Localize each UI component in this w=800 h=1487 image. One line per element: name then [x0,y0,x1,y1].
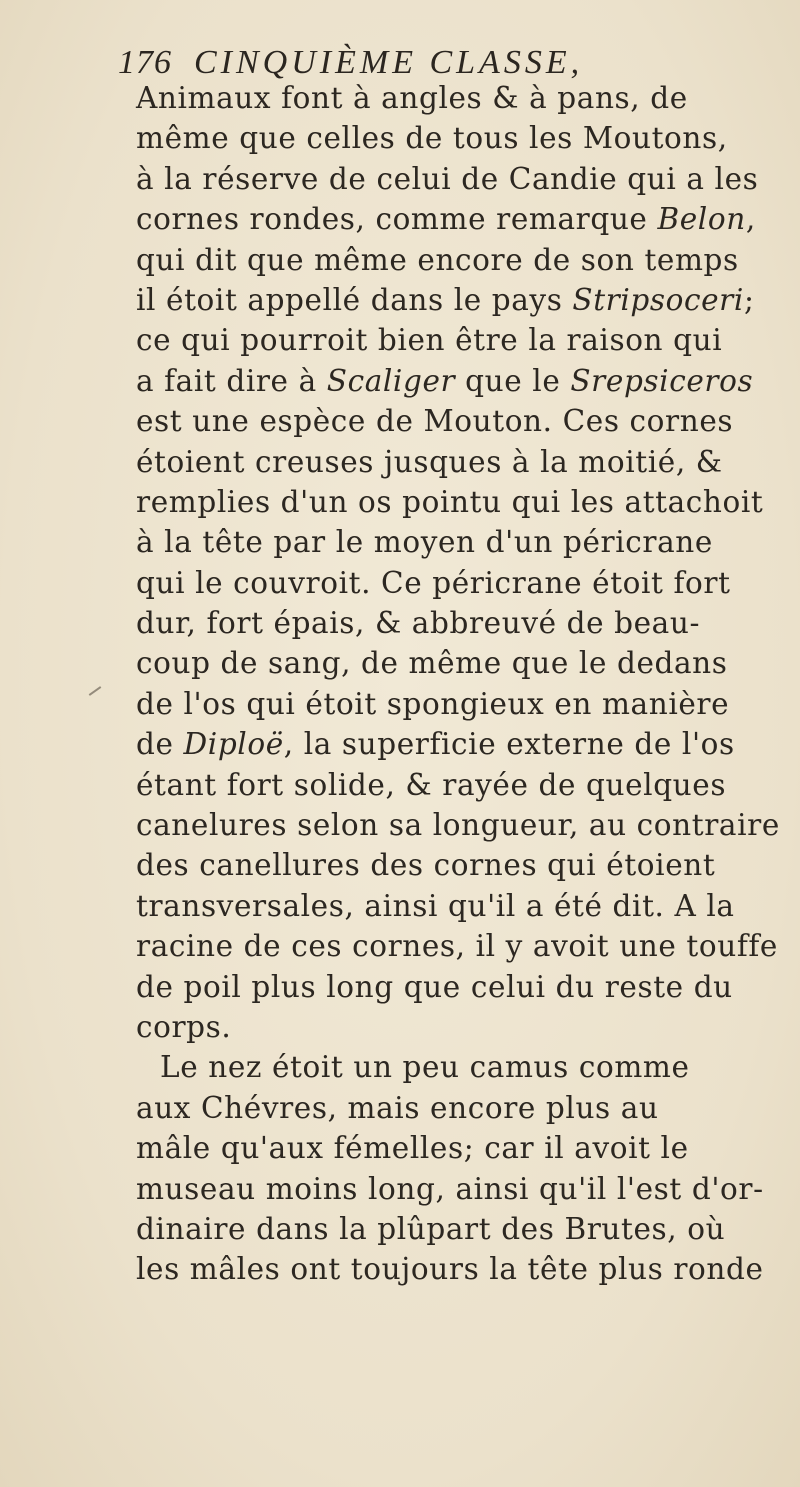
text-line: transversales, ainsi qu'il a été dit. A la [136,888,735,923]
text-line: ce qui pourroit bien être la raison qui [136,323,723,358]
text-span: , [745,202,756,237]
text-line [136,280,796,320]
text-line: mâle qu'aux fémelles; car il avoit le [136,1131,689,1166]
text-line [136,724,796,764]
text-line: aux Chévres, mais encore plus au [136,1090,659,1125]
italic-term-diploe: Diploë [183,727,284,762]
text-line [136,361,796,401]
text-line: racine de ces cornes, il y avoit une touffe [136,929,778,964]
text-line: même que celles de tous les Moutons, [136,121,728,156]
text-line: de l'os qui étoit spongieux en manière [136,686,730,721]
text-line: à la réserve de celui de Candie qui a les [136,161,759,196]
text-span: ; [743,282,755,317]
text-line: qui le couvroit. Ce péricrane étoit fort [136,565,731,600]
italic-term-stripsoceri: Stripsoceri [572,282,744,317]
text-line [136,199,796,239]
margin-pencil-mark [89,686,102,696]
text-line: dinaire dans la plûpart des Brutes, où [136,1211,726,1246]
page-number: 176 [118,44,172,81]
italic-name-scaliger: Scaliger [326,363,456,398]
text-line: à la tête par le moyen d'un péricrane [136,525,713,560]
italic-term-srepsiceros: Srepsiceros [570,363,754,398]
text-line: canelures selon sa longueur, au contraire [136,808,780,843]
running-title: CINQUIÈME CLASSE, [194,44,584,81]
text-line: est une espèce de Mouton. Ces cornes [136,404,734,439]
body-text [136,78,796,1290]
text-line: les mâles ont toujours la tête plus ronde [136,1252,764,1287]
text-line: dur, fort épais, & abbreuvé de beau- [136,606,701,641]
text-line: coup de sang, de même que le dedans [136,646,728,681]
paragraph-start-line: Le nez étoit un peu camus comme [160,1050,690,1085]
text-line: qui dit que même encore de son temps [136,242,739,277]
text-line: museau moins long, ainsi qu'il l'est d'or- [136,1171,764,1206]
text-line: corps. [136,1009,232,1044]
text-span: cornes rondes, comme remarque [136,202,658,237]
italic-name-belon: Belon [657,202,746,237]
text-line: des canellures des cornes qui étoient [136,848,716,883]
text-line: remplies d'un os pointu qui les attachoit [136,484,764,519]
text-span: il étoit appellé dans le pays [136,282,573,317]
text-line: étant fort solide, & rayée de quelques [136,767,727,802]
text-span: a fait dire à [136,363,327,398]
text-line: étoient creuses jusques à la moitié, & [136,444,723,479]
text-span: que le [455,363,571,398]
text-span: de [136,727,184,762]
text-span: , la superficie externe de l'os [283,727,735,762]
text-line: Animaux font à angles & à pans, de [136,81,688,115]
text-line: de poil plus long que celui du reste du [136,969,733,1004]
